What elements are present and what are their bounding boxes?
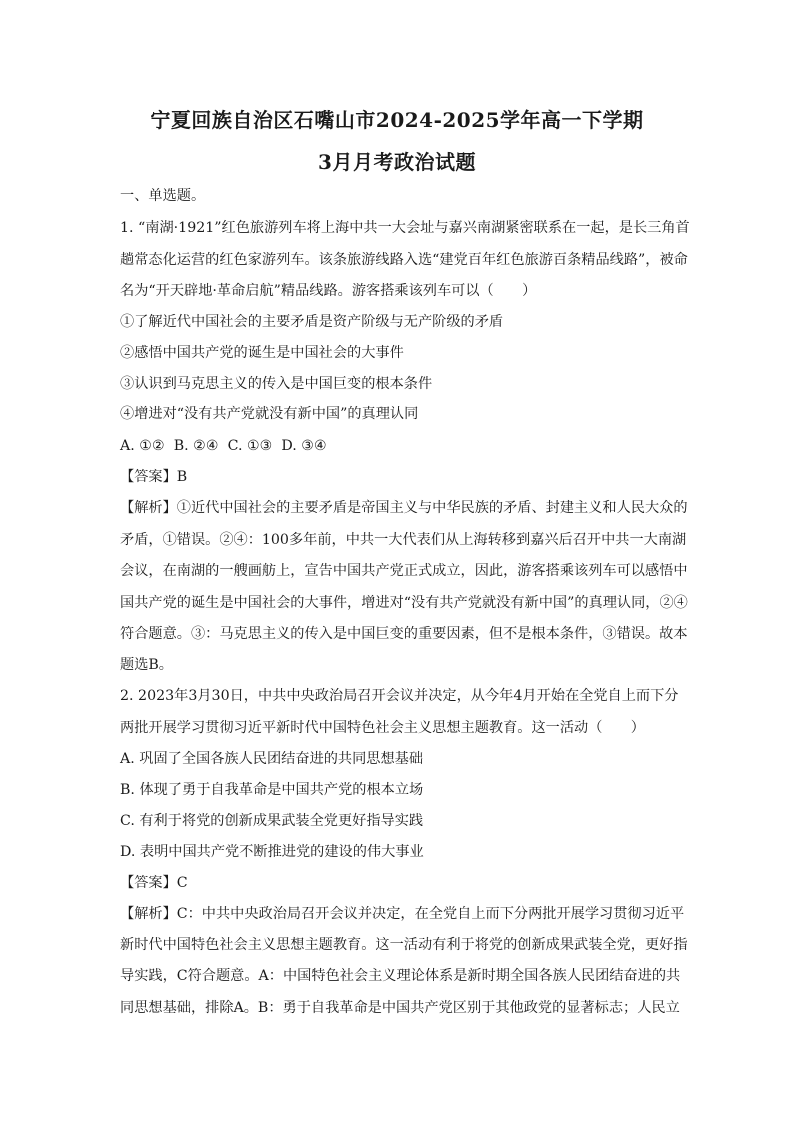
q2-option-d: D. 表明中国共产党不断推进党的建设的伟大事业: [120, 844, 424, 860]
q1-stem-line: 1. “南湖·1921”红色旅游列车将上海中共一大会址与嘉兴南湖紧密联系在一起，是长三角首: [120, 220, 690, 236]
q1-stem-line: 趟常态化运营的红色家游列车。该条旅游线路入选“建党百年红色旅游百条精品线路”，被命: [120, 252, 688, 268]
q1-statement: ③认识到马克思主义的传入是中国巨变的根本条件: [120, 376, 433, 392]
q1-analysis-line: 符合题意。③：马克思主义的传入是中国巨变的重要因素，但不是根本条件，③错误。故本: [120, 626, 688, 642]
q1-analysis-line: 【解析】①近代中国社会的主要矛盾是帝国主义与中华民族的矛盾、封建主义和人民大众的: [120, 500, 688, 516]
q1-statement: ④增进对“没有共产党就没有新中国”的真理认同: [120, 406, 419, 422]
q1-analysis-line: 矛盾，①错误。②④：100多年前，中共一大代表们从上海转移到嘉兴后召开中共一大南湖: [120, 532, 687, 548]
section-heading: 一、单选题。: [120, 188, 206, 204]
q1-option-c: C. ①③: [227, 438, 273, 454]
document-subtitle: 3月月考政治试题: [318, 150, 476, 174]
q2-analysis-line: 导实践，C符合题意。A：中国特色社会主义理论体系是新时期全国各族人民团结奋进的共: [120, 968, 681, 984]
q2-option-c: C. 有利于将党的创新成果武装全党更好指导实践: [120, 813, 424, 829]
q1-option-d: D. ③④: [281, 438, 327, 454]
q2-analysis-line: 同思想基础，排除A。B：勇于自我革命是中国共产党区别于其他政党的显著标志；人民立: [120, 1000, 680, 1016]
document-title: 宁夏回族自治区石嘴山市2024-2025学年高一下学期: [150, 108, 644, 132]
q2-answer: 【答案】C: [120, 875, 188, 891]
q1-statement: ②感悟中国共产党的诞生是中国社会的大事件: [120, 345, 404, 361]
q2-analysis-line: 新时代中国特色社会主义思想主题教育。这一活动有利于将党的创新成果武装全党，更好指: [120, 937, 688, 953]
q2-stem-line: 两批开展学习贯彻习近平新时代中国特色社会主义思想主题教育。这一活动（ ）: [120, 720, 645, 736]
q2-option-a: A. 巩固了全国各族人民团结奋进的共同思想基础: [120, 751, 424, 767]
q2-analysis-line: 【解析】C：中共中央政治局召开会议并决定，在全党自上而下分两批开展学习贯彻习近平: [120, 906, 685, 922]
q2-option-b: B. 体现了勇于自我革命是中国共产党的根本立场: [120, 782, 424, 798]
q1-stem-line: 名为“开天辟地·革命启航”精品线路。游客搭乘该列车可以（ ）: [120, 283, 537, 299]
q1-statement: ①了解近代中国社会的主要矛盾是资产阶级与无产阶级的矛盾: [120, 314, 504, 330]
q1-options: [120, 436, 336, 456]
q1-answer: 【答案】B: [120, 469, 188, 485]
q1-option-b: B. ②④: [173, 438, 219, 454]
q1-option-a: A. ①②: [120, 438, 165, 454]
q1-analysis-line: 国共产党的诞生是中国社会的大事件，增进对“没有共产党就没有新中国”的真理认同，②④: [120, 595, 688, 611]
q1-analysis-line: 题选B。: [120, 657, 173, 673]
q2-stem-line: 2. 2023年3月30日，中共中央政治局召开会议并决定，从今年4月开始在全党自上而下分: [120, 688, 679, 704]
q1-analysis-line: 会议，在南湖的一艘画舫上，宣告中国共产党正式成立，因此，游客搭乘该列车可以感悟中: [120, 563, 688, 579]
